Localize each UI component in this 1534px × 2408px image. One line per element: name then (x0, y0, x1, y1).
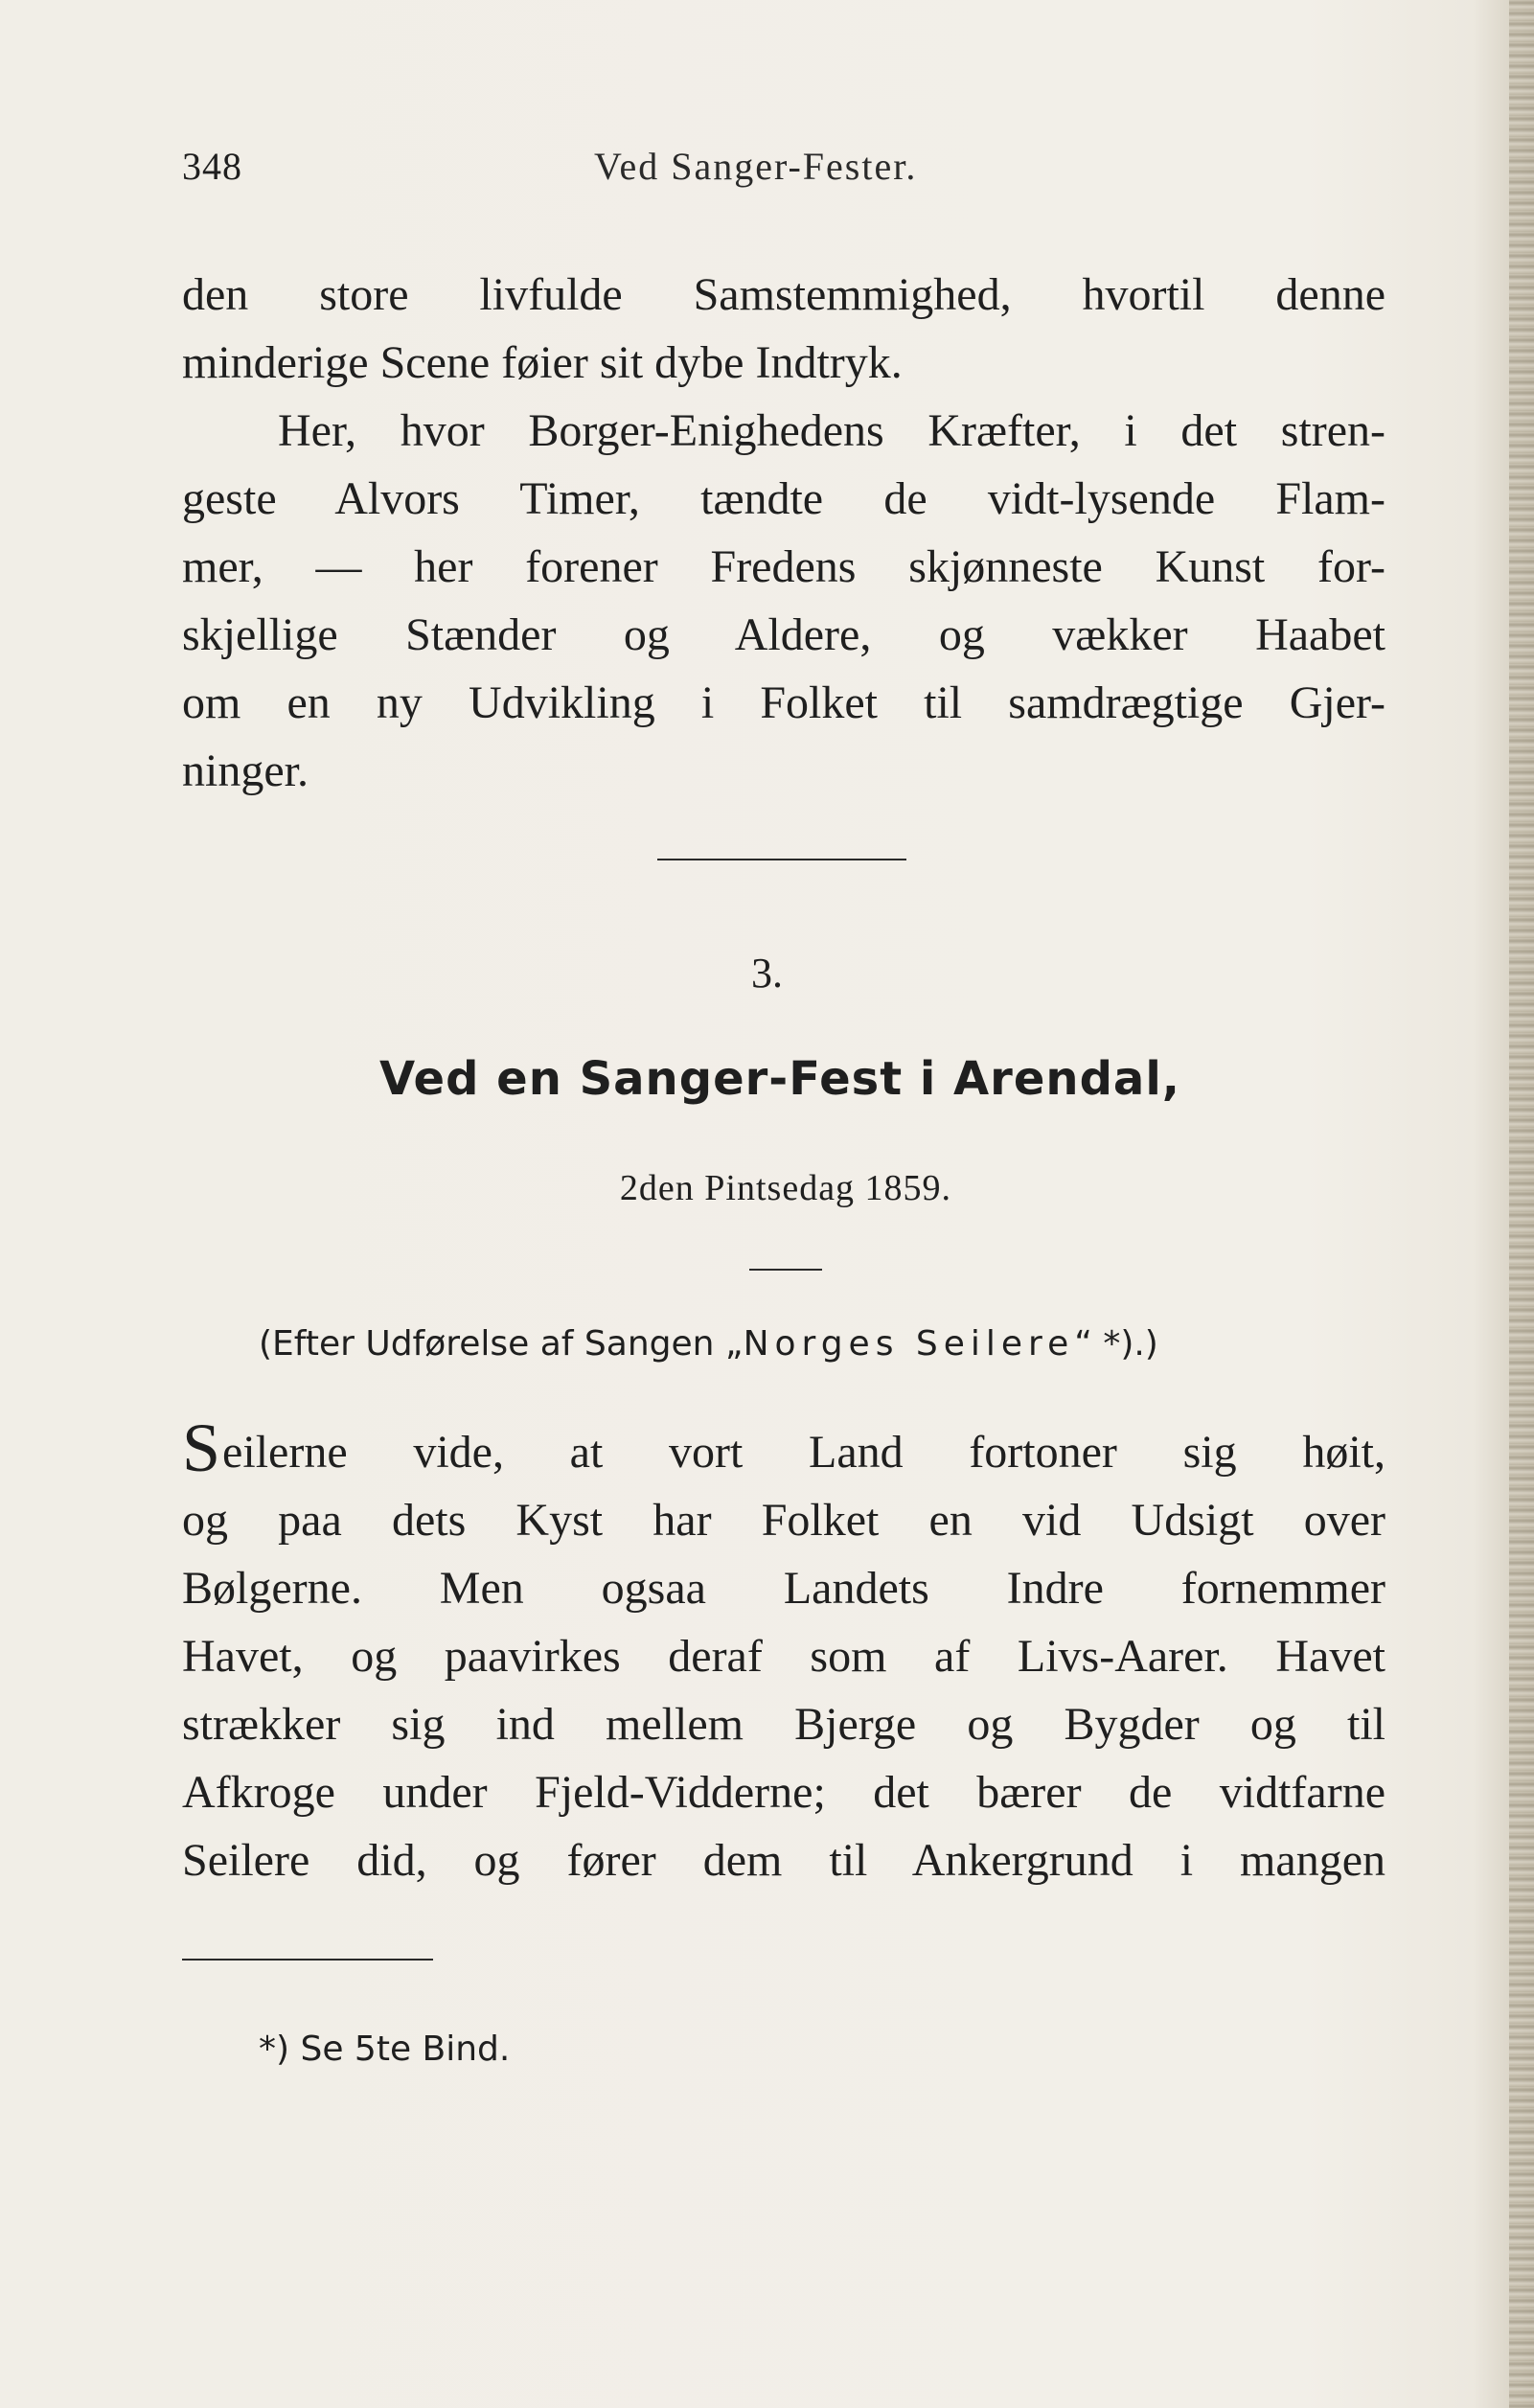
footnote-divider (182, 1959, 433, 1961)
text-line: og paa dets Kyst har Folket en vid Udsigt over (182, 1495, 1385, 1546)
note-suffix: “ *).) (1074, 1324, 1158, 1364)
text-line: Seilere did, og fører dem til Ankergrund i mangen (182, 1835, 1385, 1886)
performance-note (259, 1324, 1158, 1364)
section-title: Ved en Sanger-Fest i Arendal, (379, 1052, 1180, 1106)
text-line: Her, hvor Borger-Enighedens Kræfter, i det stren- (278, 405, 1385, 456)
paragraph-1 (182, 261, 1385, 397)
text-line: den store livfulde Samstemmighed, hvortil denne (182, 269, 1385, 320)
text-line: Afkroge under Fjeld-Vidderne; det bærer de vidtfarne (182, 1767, 1385, 1818)
section-number: 3. (751, 950, 783, 997)
text-line: strækker sig ind mellem Bjerge og Bygder og til (182, 1699, 1385, 1750)
paragraph-3 (182, 1410, 1385, 1894)
text-line: ninger. (182, 745, 309, 796)
running-head: Ved Sanger-Fester. (594, 145, 918, 188)
text-line (182, 1410, 1385, 1486)
text-line: skjellige Stænder og Aldere, og vækker Haabet (182, 609, 1385, 660)
page-header (182, 144, 1399, 201)
text-line: geste Alvors Timer, tændte de vidt-lysende Flam- (182, 473, 1385, 524)
text-line: om en ny Udvikling i Folket til samdrægtige Gjer- (182, 677, 1385, 728)
first-line-text: eilerne vide, at vort Land fortoner sig høit, (222, 1427, 1385, 1478)
paragraph-2 (182, 397, 1385, 805)
text-line: Havet, og paavirkes deraf som af Livs-Aarer. Havet (182, 1631, 1385, 1682)
short-divider (749, 1269, 822, 1271)
footnote: *) Se 5te Bind. (259, 2030, 511, 2069)
song-title: Norges Seilere (743, 1324, 1075, 1364)
drop-cap: S (182, 1410, 221, 1486)
section-subtitle: 2den Pintsedag 1859. (619, 1168, 952, 1208)
text-line: Bølgerne. Men ogsaa Landets Indre fornemmer (182, 1563, 1385, 1614)
section-divider (657, 859, 906, 860)
note-prefix: (Efter Udførelse af Sangen „ (259, 1324, 744, 1364)
text-line: minderige Scene føier sit dybe Indtryk. (182, 337, 903, 388)
page-number: 348 (182, 145, 242, 188)
text-line: mer, — her forener Fredens skjønneste Kunst for- (182, 541, 1385, 592)
